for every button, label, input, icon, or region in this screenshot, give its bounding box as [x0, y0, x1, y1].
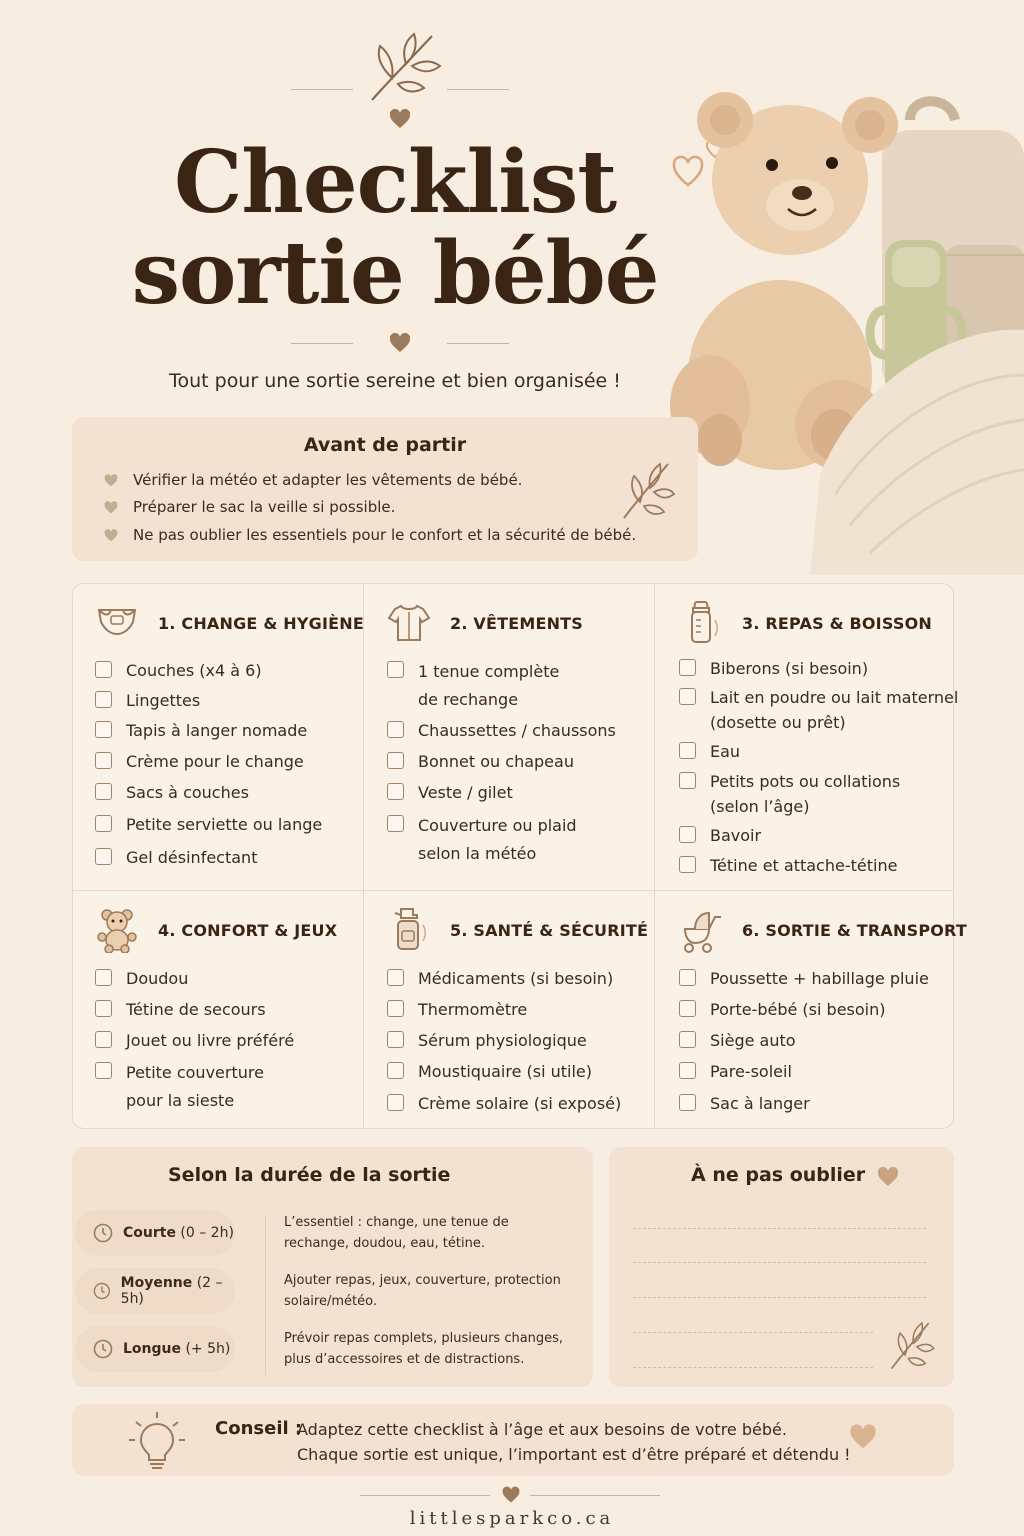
checklist-item-label: Pare-soleil	[710, 1062, 792, 1081]
clock-icon	[93, 1223, 113, 1243]
lightbulb-icon	[128, 1410, 186, 1470]
duree-title: Selon la durée de la sortie	[168, 1164, 451, 1186]
grid-divider	[73, 890, 953, 891]
divider	[530, 1495, 660, 1496]
checklist-item-label: Couches (x4 à 6)	[126, 661, 262, 680]
subtitle: Tout pour une sortie sereine et bien organisée !	[169, 370, 621, 392]
heart-icon	[876, 1165, 900, 1189]
spray-bottle-icon	[386, 907, 432, 953]
duree-range: (+ 5h)	[185, 1341, 231, 1357]
checklist-item[interactable]	[679, 853, 897, 878]
checklist-item[interactable]	[95, 1059, 264, 1115]
checklist-item[interactable]	[95, 1028, 294, 1053]
section-title: 2. VÊTEMENTS	[450, 614, 584, 633]
checklist-item[interactable]	[387, 812, 577, 868]
leaf-sprig-icon	[886, 1318, 936, 1372]
checkbox[interactable]	[387, 1000, 404, 1017]
checklist-item[interactable]	[95, 658, 262, 683]
checklist-item[interactable]	[95, 780, 249, 805]
checklist-item-label: Doudou	[126, 969, 189, 988]
checklist-item-label: Sérum physiologique	[418, 1031, 587, 1050]
note-line[interactable]	[633, 1228, 926, 1229]
section-title: 4. CONFORT & JEUX	[158, 921, 338, 940]
conseil-line2: Chaque sortie est unique, l’important est d’être préparé et détendu !	[297, 1445, 851, 1464]
checkbox[interactable]	[95, 721, 112, 738]
checklist-item[interactable]	[679, 1028, 796, 1053]
avant-item: Vérifier la météo et adapter les vêtements de bébé.	[133, 471, 523, 489]
checklist-item[interactable]	[95, 966, 188, 991]
checkbox[interactable]	[387, 752, 404, 769]
checkbox[interactable]	[95, 969, 112, 986]
divider	[447, 89, 509, 90]
divider	[291, 343, 353, 344]
checklist-item[interactable]	[95, 718, 307, 743]
checkbox[interactable]	[95, 1000, 112, 1017]
checkbox[interactable]	[95, 661, 112, 678]
avant-bullet	[103, 471, 522, 489]
checklist-item-label: Siège auto	[710, 1031, 796, 1050]
checklist-item-label: Tapis à langer nomade	[126, 721, 308, 740]
teddy-bear-illustration	[660, 75, 1024, 575]
checklist-item-label: Lait en poudre ou lait maternel (dosette ou prêt)	[710, 688, 959, 732]
checkbox[interactable]	[95, 752, 112, 769]
heart-bullet-icon	[103, 528, 119, 542]
conseil-line1: Adaptez cette checklist à l’âge et aux besoins de votre bébé.	[297, 1420, 787, 1439]
checkbox[interactable]	[387, 1062, 404, 1079]
baby-bottle-icon	[678, 600, 724, 646]
checklist-item[interactable]	[679, 656, 868, 681]
section-title: 5. SANTÉ & SÉCURITÉ	[450, 921, 649, 940]
checkbox[interactable]	[387, 1031, 404, 1048]
duree-description: L’essentiel : change, une tenue de rechange, doudou, eau, tétine.	[284, 1215, 509, 1251]
checklist-item[interactable]	[679, 997, 885, 1022]
section-title: 1. CHANGE & HYGIÈNE	[158, 614, 364, 633]
checklist-item[interactable]	[679, 966, 929, 991]
heart-icon	[848, 1422, 878, 1452]
checklist-item[interactable]	[679, 1091, 810, 1116]
notes-title: À ne pas oublier	[691, 1164, 866, 1186]
checkbox[interactable]	[679, 659, 696, 676]
checklist-item-label: Petite couverture pour la sieste	[126, 1063, 264, 1110]
note-line[interactable]	[633, 1297, 926, 1298]
checkbox[interactable]	[387, 721, 404, 738]
duree-range: (2 – 5h)	[120, 1275, 223, 1307]
heart-icon	[501, 1485, 521, 1505]
divider	[447, 343, 509, 344]
checkbox[interactable]	[95, 1031, 112, 1048]
divider	[291, 89, 353, 90]
duree-description: Ajouter repas, jeux, couverture, protection solaire/météo.	[284, 1273, 561, 1309]
checkbox[interactable]	[95, 815, 112, 832]
checklist-item[interactable]	[679, 823, 761, 848]
checklist-item[interactable]	[387, 658, 559, 714]
heart-bullet-icon	[103, 500, 119, 514]
checkbox[interactable]	[95, 691, 112, 708]
checklist-item-label: 1 tenue complète de rechange	[418, 662, 560, 709]
duree-range: (0 – 2h)	[180, 1225, 234, 1241]
page-title-line1: Checklist	[173, 132, 617, 233]
checklist-item-label: Bonnet ou chapeau	[418, 752, 574, 771]
footer-website[interactable]: littlesparkco.ca	[409, 1508, 615, 1529]
checklist-item-label: Tétine et attache-tétine	[710, 856, 898, 875]
duree-label: Courte	[123, 1225, 176, 1241]
checkbox[interactable]	[95, 1062, 112, 1079]
checklist-item-label: Chaussettes / chaussons	[418, 721, 616, 740]
checkbox[interactable]	[387, 969, 404, 986]
checklist-item-label: Eau	[710, 742, 741, 761]
page-title-line2: sortie bébé	[131, 223, 659, 324]
checklist-item-label: Veste / gilet	[418, 783, 513, 802]
note-line[interactable]	[633, 1367, 873, 1368]
checklist-item[interactable]	[95, 812, 322, 837]
divider	[360, 1495, 490, 1496]
stroller-icon	[678, 907, 724, 953]
checklist-item-label: Moustiquaire (si utile)	[418, 1062, 592, 1081]
clock-icon	[93, 1281, 111, 1301]
avant-item: Ne pas oublier les essentiels pour le confort et la sécurité de bébé.	[133, 526, 637, 544]
checklist-item-label: Porte-bébé (si besoin)	[710, 1000, 886, 1019]
checklist-item-label: Couverture ou plaid selon la météo	[418, 816, 577, 863]
checklist-item[interactable]	[387, 1091, 621, 1116]
checklist-item[interactable]	[679, 1059, 792, 1084]
duree-pill	[75, 1326, 235, 1372]
heart-icon	[388, 107, 412, 131]
checkbox[interactable]	[679, 1031, 696, 1048]
checklist-item-label: Sac à langer	[710, 1094, 810, 1113]
diaper-icon	[94, 600, 140, 646]
checklist-item-label: Gel désinfectant	[126, 848, 258, 867]
duree-label: Longue	[123, 1341, 181, 1357]
checklist-item[interactable]	[387, 749, 574, 774]
checklist-item[interactable]	[95, 845, 257, 870]
note-line[interactable]	[633, 1332, 873, 1333]
checkbox[interactable]	[679, 969, 696, 986]
teddy-bear-icon	[94, 907, 140, 953]
checkbox[interactable]	[679, 772, 696, 789]
checkbox[interactable]	[95, 783, 112, 800]
conseil-panel	[72, 1404, 954, 1476]
checklist-item-label: Petite serviette ou lange	[126, 815, 323, 834]
checkbox[interactable]	[387, 783, 404, 800]
checklist-item[interactable]	[679, 769, 900, 819]
avant-bullet	[103, 526, 636, 544]
avant-bullet	[103, 498, 395, 516]
checkbox[interactable]	[679, 856, 696, 873]
duree-pill	[75, 1268, 235, 1314]
duree-description: Prévoir repas complets, plusieurs changes, plus d’accessoires et de distractions.	[284, 1331, 564, 1367]
checklist-item[interactable]	[95, 688, 200, 713]
clock-icon	[93, 1339, 113, 1359]
avant-item: Préparer le sac la veille si possible.	[133, 498, 396, 516]
checklist-item-label: Médicaments (si besoin)	[418, 969, 614, 988]
checklist-item-label: Crème pour le change	[126, 752, 304, 771]
grid-divider	[363, 584, 364, 1128]
checklist-item-label: Poussette + habillage pluie	[710, 969, 929, 988]
duree-divider	[265, 1215, 266, 1375]
duree-pill	[75, 1210, 235, 1256]
checkbox[interactable]	[387, 815, 404, 832]
checkbox[interactable]	[679, 826, 696, 843]
checklist-item-label: Crème solaire (si exposé)	[418, 1094, 622, 1113]
grid-divider	[654, 584, 655, 1128]
checkbox[interactable]	[95, 848, 112, 865]
checklist-item[interactable]	[95, 749, 304, 774]
checklist-item[interactable]	[679, 685, 958, 735]
checkbox[interactable]	[387, 661, 404, 678]
section-title: 3. REPAS & BOISSON	[742, 614, 932, 633]
checkbox[interactable]	[679, 742, 696, 759]
section-title: 6. SORTIE & TRANSPORT	[742, 921, 967, 940]
checklist-item[interactable]	[387, 1028, 587, 1053]
heart-bullet-icon	[103, 473, 119, 487]
leaf-sprig-icon	[362, 28, 444, 104]
note-line[interactable]	[633, 1262, 926, 1263]
checklist-item-label: Petits pots ou collations (selon l’âge)	[710, 772, 901, 816]
checklist-item[interactable]	[387, 997, 527, 1022]
checklist-item[interactable]	[679, 739, 740, 764]
checkbox[interactable]	[679, 688, 696, 705]
checklist-item[interactable]	[387, 780, 513, 805]
checklist-item[interactable]	[387, 718, 616, 743]
checklist-item[interactable]	[387, 966, 613, 991]
duree-label: Moyenne	[120, 1275, 193, 1291]
checklist-item-label: Thermomètre	[418, 1000, 528, 1019]
checkbox[interactable]	[679, 1062, 696, 1079]
checklist-item-label: Jouet ou livre préféré	[126, 1031, 295, 1050]
checklist-item-label: Biberons (si besoin)	[710, 659, 869, 678]
checkbox[interactable]	[679, 1094, 696, 1111]
checklist-item-label: Bavoir	[710, 826, 762, 845]
conseil-label: Conseil :	[215, 1418, 303, 1439]
checklist-item-label: Lingettes	[126, 691, 201, 710]
tshirt-icon	[386, 600, 432, 646]
checklist-item[interactable]	[95, 997, 266, 1022]
heart-icon	[388, 331, 412, 355]
checklist-item-label: Sacs à couches	[126, 783, 249, 802]
checklist-item-label: Tétine de secours	[126, 1000, 266, 1019]
leaf-sprig-icon	[618, 458, 676, 522]
checklist-item[interactable]	[387, 1059, 592, 1084]
checkbox[interactable]	[679, 1000, 696, 1017]
avant-de-partir-title: Avant de partir	[303, 434, 467, 456]
checkbox[interactable]	[387, 1094, 404, 1111]
